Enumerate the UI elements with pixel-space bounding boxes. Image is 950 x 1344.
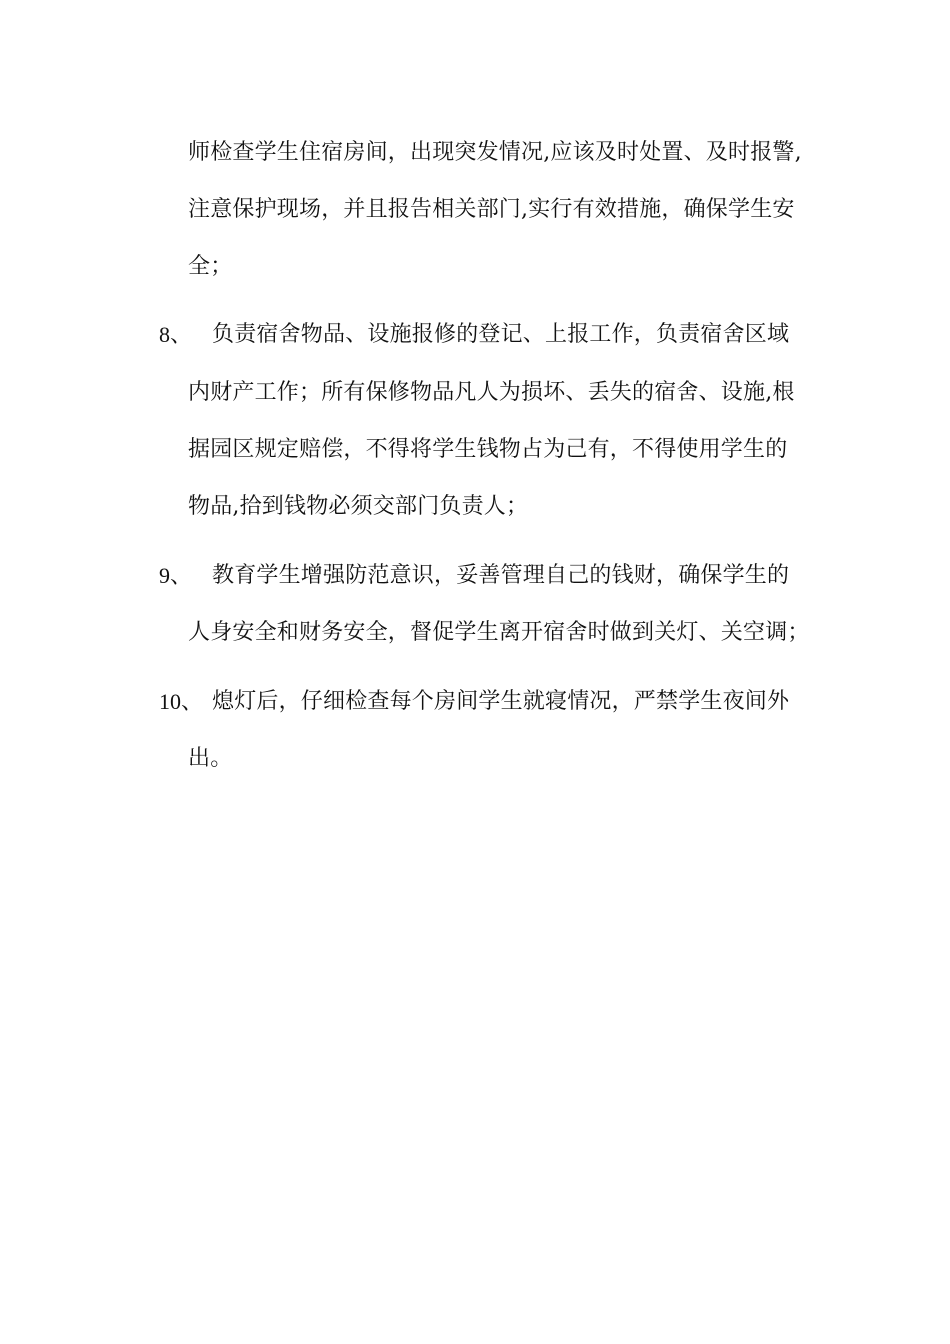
paragraph-line: 全； [188,254,233,279]
paragraph-line: 内财产工作；所有保修物品凡人为损坏、丢失的宿舍、设施,根 [188,380,795,405]
list-item-number: 9、 [159,563,193,588]
paragraph-line: 熄灯后，仔细检查每个房间学生就寝情况，严禁学生夜间外 [212,689,790,714]
list-item-number: 10、 [159,689,204,714]
paragraph-line: 师检查学生住宿房间，出现突发情况,应该及时处置、及时报警, [188,140,802,165]
paragraph-line: 物品,拾到钱物必须交部门负责人； [188,494,529,519]
paragraph-line: 出。 [188,746,233,771]
paragraph-line: 注意保护现场，并且报告相关部门,实行有效措施，确保学生安 [188,197,795,222]
list-item-number: 8、 [159,322,193,347]
paragraph-line: 教育学生增强防范意识，妥善管理自己的钱财，确保学生的 [212,563,790,588]
paragraph-line: 据园区规定赔偿，不得将学生钱物占为己有，不得使用学生的 [188,437,788,462]
paragraph-line: 人身安全和财务安全，督促学生离开宿舍时做到关灯、关空调； [188,620,810,645]
paragraph-line: 负责宿舍物品、设施报修的登记、上报工作，负责宿舍区域 [212,322,790,347]
